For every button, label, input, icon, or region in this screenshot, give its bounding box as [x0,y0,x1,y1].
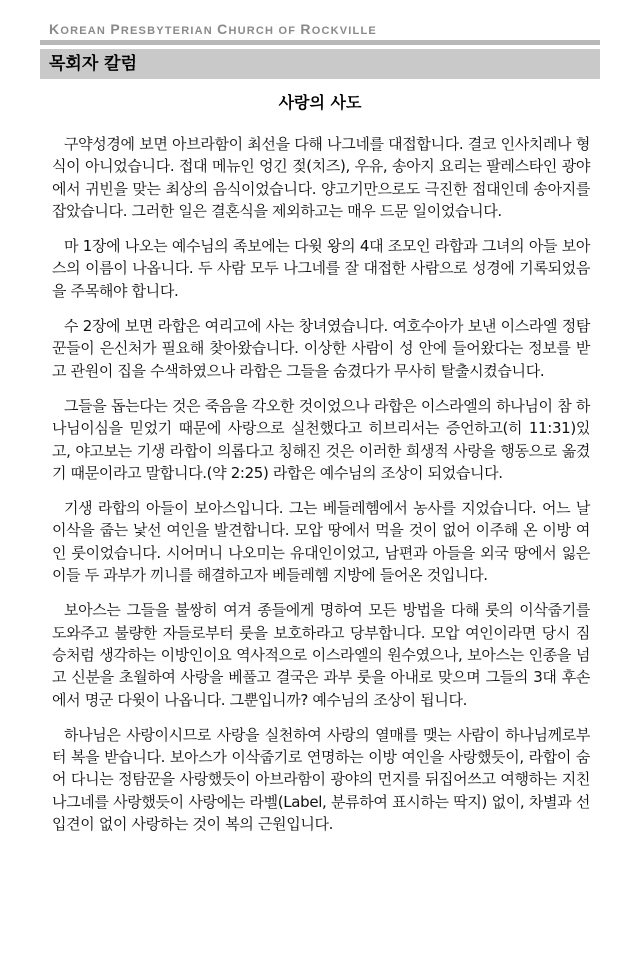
paragraph: 구약성경에 보면 아브라함이 최선을 다해 나그네를 대접합니다. 결코 인사치레나 형식이 아니었습니다. 접대 메뉴인 엉긴 젖(치즈), 우유, 송아지 요리는 팔레스타인 광야에서 귀빈을 맞는 최상의 음식이었습니다. 양고기만으로도 극진한 접대인데 송아지를 잡았습니다. 그러한 일은 결혼식을 제외하고는 매우 드문 일이었습니다. [52,135,590,220]
paragraph: 하나님은 사랑이시므로 사랑을 실천하여 사랑의 열매를 맺는 사람이 하나님께로부터 복을 받습니다. 보아스가 이삭줍기로 연명하는 이방 여인을 사랑했듯이, 라합이 숨어 다니는 정탐꾼을 사랑했듯이 아브라함이 광야의 먼지를 뒤집어쓰고 여행하는 지친 나그네를 사랑했듯이 사랑에는 라벨(Label, 분류하여 표시하는 딱지) 없이, 차별과 선입견이 없이 사랑하는 것이 복의 근원입니다. [52,725,590,834]
header-divider [40,40,600,45]
paragraph: 보아스는 그들을 불쌍히 여겨 종들에게 명하여 모든 방법을 다해 룻의 이삭줍기를 도와주고 불량한 자들로부터 룻을 보호하라고 당부합니다. 모압 여인이라면 당시 짐승처럼 생각하는 이방인이요 역사적으로 이스라엘의 원수였으나, 보아스는 인종을 넘고 신분을 초월하여 사랑을 베풀고 결국은 과부 룻을 아내로 맞으며 그들의 3대 후손에서 명군 다윗이 나옵니다. 그뿐입니까? 예수님의 조상이 됩니다. [52,601,590,709]
section-title: 목회자 칼럼 [40,49,600,79]
paragraph: 기생 라합의 아들이 보아스입니다. 그는 베들레헴에서 농사를 지었습니다. 어느 날 이삭을 줍는 낯선 여인을 발견합니다. 모압 땅에서 먹을 것이 없어 이주해 온 이방 여인 룻이었습니다. 시어머니 나오미는 유대인이었고, 남편과 아들을 외국 땅에서 잃은 이들 두 과부가 끼니를 해결하고자 베들레헴 지방에 들어온 것입니다. [52,499,590,585]
church-name-word: PRESBYTERIAN [110,21,213,37]
paragraph: 마 1장에 나오는 예수님의 족보에는 다윗 왕의 4대 조모인 라합과 그녀의 아들 보아스의 이름이 나옵니다. 두 사람 모두 나그네를 잘 대접한 사람으로 성경에 기록되었음을 주목해야 합니다. [52,237,590,300]
paragraph: 그들을 돕는다는 것은 죽음을 각오한 것이었으나 라합은 이스라엘의 하나님이 참 하나님이심을 믿었기 때문에 사랑으로 실천했다고 히브리서는 증언하고(히 11:31)있고, 야고보는 기생 라합이 의롭다고 칭해진 것은 이러한 희생적 사랑을 행동으로 옮겼기 때문이라고 말합니다.(약 2:25) 라합은 예수님의 조상이 되었습니다. [52,396,590,482]
church-name-word: KOREAN [49,21,107,37]
article-body [52,133,590,848]
article-title: 사랑의 사도 [278,93,362,112]
paragraph: 수 2장에 보면 라합은 여리고에 사는 창녀였습니다. 여호수아가 보낸 이스라엘 정탐꾼들이 은신처가 필요해 찾아왔습니다. 이상한 사람이 성 안에 들어왔다는 정보를 받고 관원이 집을 수색하였으나 라합은 그들을 숨겼다가 무사히 탈출시켰습니다. [52,317,590,380]
church-name [49,20,609,38]
church-name-word: ROCKVILLE [300,21,377,37]
church-name-word: CHURCH OF [217,21,297,37]
